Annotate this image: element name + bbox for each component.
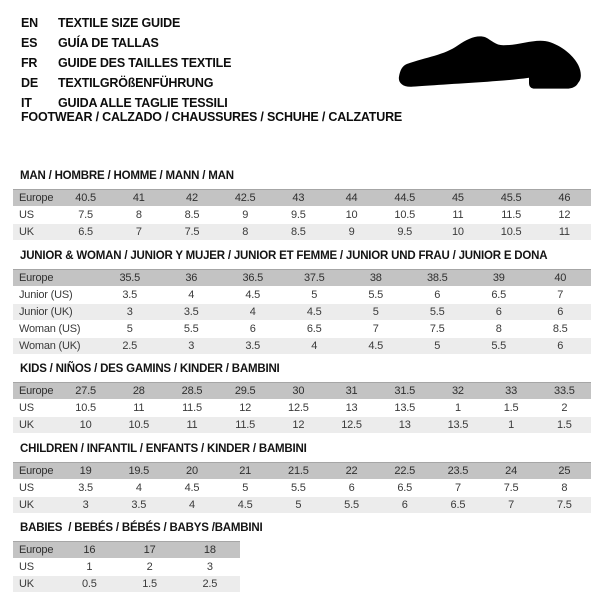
size-cell: 36.5	[222, 270, 284, 287]
size-cell: 6.5	[431, 497, 484, 514]
language-code: ES	[21, 36, 38, 50]
size-cell: 5	[284, 287, 346, 304]
section-title: MAN / HOMBRE / HOMME / MANN / MAN	[20, 170, 234, 182]
size-cell: 9.5	[378, 224, 431, 241]
size-cell: 29.5	[219, 383, 272, 400]
size-cell: 4	[222, 304, 284, 321]
row-label: UK	[13, 576, 59, 593]
table-row	[13, 224, 591, 241]
size-cell: 1.5	[119, 576, 179, 593]
size-cell: 25	[538, 463, 591, 480]
size-table	[13, 541, 240, 593]
size-cell: 19	[59, 463, 112, 480]
table-row	[13, 321, 591, 338]
size-cell: 3.5	[99, 287, 161, 304]
size-cell: 6	[530, 304, 592, 321]
size-cell: 3	[59, 497, 112, 514]
size-cell: 21	[219, 463, 272, 480]
size-table	[13, 189, 591, 241]
size-cell: 0.5	[59, 576, 119, 593]
size-cell: 19.5	[112, 463, 165, 480]
size-cell: 12	[272, 417, 325, 434]
size-cell: 4.5	[345, 338, 407, 355]
size-cell: 5.5	[407, 304, 469, 321]
size-cell: 16	[59, 542, 119, 559]
size-cell: 9	[325, 224, 378, 241]
size-cell: 5.5	[468, 338, 530, 355]
size-cell: 11	[165, 417, 218, 434]
language-row	[21, 53, 231, 73]
size-cell: 4.5	[284, 304, 346, 321]
size-cell: 46	[538, 190, 591, 207]
size-cell: 13	[378, 417, 431, 434]
size-cell: 5	[219, 480, 272, 497]
size-cell: 6.5	[378, 480, 431, 497]
size-cell: 8	[538, 480, 591, 497]
size-cell: 23.5	[431, 463, 484, 480]
size-cell: 6.5	[59, 224, 112, 241]
size-cell: 42.5	[219, 190, 272, 207]
size-cell: 3.5	[161, 304, 223, 321]
size-cell: 1.5	[485, 400, 538, 417]
size-section	[13, 443, 591, 514]
size-cell: 5	[407, 338, 469, 355]
size-cell: 4	[284, 338, 346, 355]
size-cell: 43	[272, 190, 325, 207]
table-row	[13, 497, 591, 514]
section-title: JUNIOR & WOMAN / JUNIOR Y MUJER / JUNIOR ET FEMME / JUNIOR UND FRAU / JUNIOR E DONA	[20, 250, 548, 262]
section-title: BABIES / BEBÉS / BÉBÉS / BABYS /BAMBINI	[20, 522, 263, 534]
size-cell: 7	[485, 497, 538, 514]
size-cell: 40	[530, 270, 592, 287]
size-cell: 6	[325, 480, 378, 497]
size-cell: 12	[538, 207, 591, 224]
size-cell: 6	[468, 304, 530, 321]
size-cell: 22.5	[378, 463, 431, 480]
size-cell: 6	[378, 497, 431, 514]
size-cell: 5	[99, 321, 161, 338]
size-cell: 32	[431, 383, 484, 400]
size-cell: 3	[161, 338, 223, 355]
size-cell: 21.5	[272, 463, 325, 480]
size-section	[13, 522, 591, 593]
table-row	[13, 383, 591, 400]
size-cell: 6.5	[284, 321, 346, 338]
size-cell: 20	[165, 463, 218, 480]
size-cell: 42	[165, 190, 218, 207]
size-cell: 9.5	[272, 207, 325, 224]
language-guide-title: TEXTILGRÖßENFÜHRUNG	[58, 76, 214, 90]
language-row	[21, 13, 231, 33]
size-table	[13, 269, 591, 355]
table-row	[13, 559, 240, 576]
size-cell: 3	[99, 304, 161, 321]
language-code: EN	[21, 16, 38, 30]
size-cell: 7.5	[538, 497, 591, 514]
size-cell: 9	[219, 207, 272, 224]
size-cell: 40.5	[59, 190, 112, 207]
size-cell: 11	[538, 224, 591, 241]
size-cell: 13.5	[431, 417, 484, 434]
language-code: IT	[21, 96, 32, 110]
size-cell: 6	[222, 321, 284, 338]
table-row	[13, 542, 240, 559]
size-cell: 33	[485, 383, 538, 400]
row-label: US	[13, 207, 59, 224]
language-guide-title: GUÍA DE TALLAS	[58, 36, 159, 50]
size-cell: 4	[165, 497, 218, 514]
size-cell: 7	[530, 287, 592, 304]
size-cell: 7.5	[165, 224, 218, 241]
size-cell: 2	[119, 559, 179, 576]
size-cell: 44.5	[378, 190, 431, 207]
size-cell: 6	[530, 338, 592, 355]
size-cell: 7.5	[407, 321, 469, 338]
size-cell: 4	[161, 287, 223, 304]
table-row	[13, 287, 591, 304]
size-cell: 28	[112, 383, 165, 400]
language-guide-title: GUIDA ALLE TAGLIE TESSILI	[58, 96, 228, 110]
size-cell: 7	[112, 224, 165, 241]
table-row	[13, 576, 240, 593]
size-cell: 13	[325, 400, 378, 417]
row-label: Europe	[13, 190, 59, 207]
row-label: UK	[13, 417, 59, 434]
size-cell: 12	[219, 400, 272, 417]
size-cell: 28.5	[165, 383, 218, 400]
size-cell: 38	[345, 270, 407, 287]
table-row	[13, 207, 591, 224]
language-row	[21, 73, 231, 93]
row-label: Woman (UK)	[13, 338, 99, 355]
size-cell: 5.5	[272, 480, 325, 497]
size-cell: 4	[112, 480, 165, 497]
size-cell: 33.5	[538, 383, 591, 400]
size-cell: 4.5	[219, 497, 272, 514]
row-label: Woman (US)	[13, 321, 99, 338]
language-guide-title: GUIDE DES TAILLES TEXTILE	[58, 56, 232, 70]
size-cell: 4.5	[165, 480, 218, 497]
table-row	[13, 270, 591, 287]
row-label: Europe	[13, 383, 59, 400]
table-row	[13, 480, 591, 497]
size-cell: 1	[59, 559, 119, 576]
category-heading: FOOTWEAR / CALZADO / CHAUSSURES / SCHUHE / CALZATURE	[21, 110, 403, 124]
size-cell: 11.5	[165, 400, 218, 417]
size-cell: 1	[431, 400, 484, 417]
size-cell: 10.5	[485, 224, 538, 241]
row-label: Europe	[13, 463, 59, 480]
size-cell: 5	[272, 497, 325, 514]
table-row	[13, 304, 591, 321]
size-cell: 8.5	[530, 321, 592, 338]
size-cell: 7	[431, 480, 484, 497]
language-code: DE	[21, 76, 38, 90]
size-cell: 7.5	[59, 207, 112, 224]
size-cell: 31	[325, 383, 378, 400]
size-cell: 10.5	[59, 400, 112, 417]
size-cell: 6	[407, 287, 469, 304]
size-cell: 1	[485, 417, 538, 434]
size-cell: 4.5	[222, 287, 284, 304]
language-row	[21, 33, 231, 53]
table-row	[13, 417, 591, 434]
size-cell: 8	[468, 321, 530, 338]
size-cell: 5.5	[325, 497, 378, 514]
size-cell: 38.5	[407, 270, 469, 287]
size-cell: 41	[112, 190, 165, 207]
size-cell: 12.5	[325, 417, 378, 434]
size-cell: 13.5	[378, 400, 431, 417]
size-cell: 8	[112, 207, 165, 224]
section-title: CHILDREN / INFANTIL / ENFANTS / KINDER / BAMBINI	[20, 443, 307, 455]
size-cell: 8.5	[272, 224, 325, 241]
row-label: UK	[13, 224, 59, 241]
size-cell: 10	[59, 417, 112, 434]
size-cell: 10	[431, 224, 484, 241]
size-cell: 39	[468, 270, 530, 287]
language-title-list	[21, 13, 231, 113]
row-label: Europe	[13, 542, 59, 559]
size-cell: 3	[180, 559, 240, 576]
size-cell: 10.5	[378, 207, 431, 224]
size-cell: 30	[272, 383, 325, 400]
shoe-icon	[397, 30, 594, 98]
size-cell: 31.5	[378, 383, 431, 400]
row-label: Europe	[13, 270, 99, 287]
size-cell: 5.5	[161, 321, 223, 338]
size-cell: 24	[485, 463, 538, 480]
size-cell: 10	[325, 207, 378, 224]
row-label: Junior (UK)	[13, 304, 99, 321]
size-cell: 1.5	[538, 417, 591, 434]
size-cell: 36	[161, 270, 223, 287]
size-cell: 3.5	[112, 497, 165, 514]
row-label: US	[13, 480, 59, 497]
size-section	[13, 170, 591, 241]
size-cell: 2.5	[180, 576, 240, 593]
size-cell: 3.5	[222, 338, 284, 355]
table-row	[13, 463, 591, 480]
size-cell: 45	[431, 190, 484, 207]
size-cell: 2.5	[99, 338, 161, 355]
size-cell: 7.5	[485, 480, 538, 497]
size-section	[13, 250, 591, 355]
size-cell: 22	[325, 463, 378, 480]
size-cell: 11	[112, 400, 165, 417]
row-label: UK	[13, 497, 59, 514]
table-row	[13, 338, 591, 355]
size-cell: 3.5	[59, 480, 112, 497]
section-title: KIDS / NIÑOS / DES GAMINS / KINDER / BAMBINI	[20, 363, 280, 375]
size-cell: 6.5	[468, 287, 530, 304]
row-label: US	[13, 400, 59, 417]
row-label: Junior (US)	[13, 287, 99, 304]
size-cell: 45.5	[485, 190, 538, 207]
size-cell: 7	[345, 321, 407, 338]
size-cell: 17	[119, 542, 179, 559]
size-cell: 10.5	[112, 417, 165, 434]
size-cell: 12.5	[272, 400, 325, 417]
table-row	[13, 190, 591, 207]
size-cell: 27.5	[59, 383, 112, 400]
size-cell: 2	[538, 400, 591, 417]
size-cell: 11.5	[219, 417, 272, 434]
size-cell: 37.5	[284, 270, 346, 287]
size-cell: 18	[180, 542, 240, 559]
size-cell: 11.5	[485, 207, 538, 224]
size-cell: 5.5	[345, 287, 407, 304]
size-section	[13, 363, 591, 434]
table-row	[13, 400, 591, 417]
size-cell: 35.5	[99, 270, 161, 287]
size-cell: 11	[431, 207, 484, 224]
size-cell: 8	[219, 224, 272, 241]
size-cell: 44	[325, 190, 378, 207]
size-table	[13, 462, 591, 514]
language-code: FR	[21, 56, 38, 70]
size-cell: 8.5	[165, 207, 218, 224]
row-label: US	[13, 559, 59, 576]
size-table	[13, 382, 591, 434]
language-guide-title: TEXTILE SIZE GUIDE	[58, 16, 181, 30]
size-cell: 5	[345, 304, 407, 321]
